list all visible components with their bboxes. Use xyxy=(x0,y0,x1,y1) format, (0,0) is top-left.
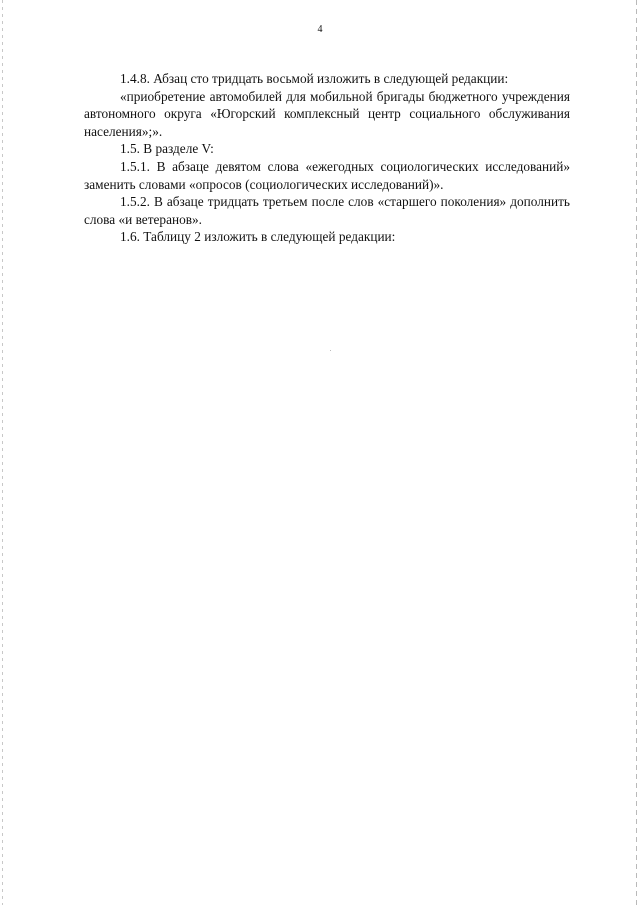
scan-dot xyxy=(330,350,331,351)
paragraph-quote-vehicles: «приобретение автомобилей для мобильной бригады бюджетного учреждения автономного округа «Югорский комплексный центр социального обслуживания населения»;». xyxy=(84,88,570,139)
paragraph-1-5-2: 1.5.2. В абзаце тридцать третьем после слов «старшего поколения» дополнить слова «и ветеранов». xyxy=(84,194,570,227)
page-number: 4 xyxy=(317,24,323,35)
paragraph-1-4-8: 1.4.8. Абзац сто тридцать восьмой изложить в следующей редакции: xyxy=(120,71,509,86)
scan-edge-left xyxy=(2,0,3,905)
paragraph-1-5-1: 1.5.1. В абзаце девятом слова «ежегодных социологических исследований» заменить словами «опросов (социологических исследований)». xyxy=(84,158,570,192)
paragraph-1-6: 1.6. Таблицу 2 изложить в следующей редакции: xyxy=(120,229,396,245)
document-body xyxy=(84,70,570,246)
scan-edge-right xyxy=(636,0,637,905)
paragraph-1-5: 1.5. В разделе V: xyxy=(120,141,214,157)
